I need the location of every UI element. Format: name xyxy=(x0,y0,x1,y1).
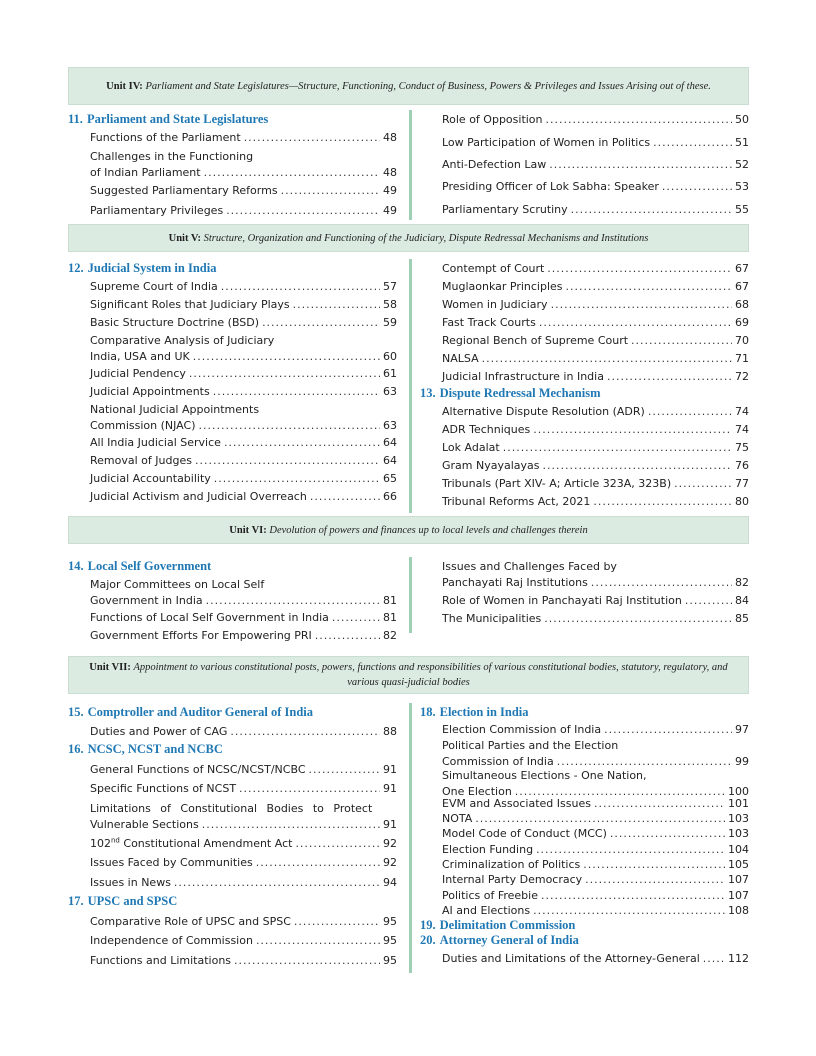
unit-vii-banner xyxy=(68,656,749,694)
chapter-heading[interactable]: 13. Dispute Redressal Mechanism xyxy=(420,386,601,400)
toc-entry[interactable]: Tribunal Reforms Act, 2021 ..... 80 xyxy=(442,494,749,510)
unit-iv-banner xyxy=(68,67,749,105)
toc-entry[interactable]: The Municipalities ..... 85 xyxy=(442,611,749,627)
toc-entry[interactable]: 102nd Constitutional Amendment Act ..... 92 xyxy=(90,836,397,852)
toc-entry[interactable]: Major Committees on Local Self Government in India ..... 81 xyxy=(90,577,397,608)
toc-entry[interactable]: Political Parties and the Election Commission of India ..... 99 xyxy=(442,738,749,769)
left-column xyxy=(68,110,397,222)
toc-entry[interactable]: Presiding Officer of Lok Sabha: Speaker ..... 53 xyxy=(442,179,749,195)
toc-entry[interactable]: Parliamentary Scrutiny ..... 55 xyxy=(442,202,749,218)
toc-entry[interactable]: General Functions of NCSC/NCST/NCBC ..... 91 xyxy=(90,762,397,778)
toc-entry[interactable]: Functions and Limitations ..... 95 xyxy=(90,953,397,969)
toc-entry[interactable]: Judicial Pendency ..... 61 xyxy=(90,366,397,382)
right-column xyxy=(409,557,749,633)
toc-entry[interactable]: Election Funding ..... 104 xyxy=(442,842,749,858)
toc-entry[interactable]: Judicial Infrastructure in India ..... 72 xyxy=(442,369,749,385)
toc-entry[interactable]: Regional Bench of Supreme Court ..... 70 xyxy=(442,333,749,349)
toc-entry[interactable]: Anti-Defection Law ..... 52 xyxy=(442,157,749,173)
toc-entry[interactable]: National Judicial Appointments Commission (NJAC) ..... 63 xyxy=(90,402,397,433)
unit-label: Unit VII: xyxy=(89,662,131,673)
toc-entry[interactable]: Government Efforts For Empowering PRI ..... 82 xyxy=(90,628,397,644)
unit-label: Unit IV: xyxy=(106,80,143,92)
chapter-heading[interactable]: 15. Comptroller and Auditor General of India xyxy=(68,705,313,719)
unit-description: Parliament and State Legislatures—Structure, Functioning, Conduct of Business, Powers & Privileges and Issues Arising out of these. xyxy=(145,80,711,92)
toc-entry[interactable]: Comparative Analysis of Judiciary India, USA and UK ..... 60 xyxy=(90,333,397,364)
toc-entry[interactable]: Duties and Power of CAG ..... 88 xyxy=(90,724,397,740)
toc-entry[interactable]: Significant Roles that Judiciary Plays ..... 58 xyxy=(90,297,397,313)
toc-entry[interactable]: Alternative Dispute Resolution (ADR) ..... 74 xyxy=(442,404,749,420)
right-column xyxy=(409,259,749,513)
toc-entry[interactable]: Election Commission of India ..... 97 xyxy=(442,722,749,738)
left-column xyxy=(68,557,397,647)
right-column xyxy=(409,703,749,973)
toc-entry[interactable]: Lok Adalat ..... 75 xyxy=(442,440,749,456)
unit-v-banner xyxy=(68,224,749,252)
unit-vi-contents xyxy=(68,557,749,647)
unit-vi-banner xyxy=(68,516,749,544)
toc-entry[interactable]: Specific Functions of NCST ..... 91 xyxy=(90,781,397,797)
toc-entry[interactable]: Suggested Parliamentary Reforms ..... 49 xyxy=(90,183,397,199)
chapter-heading[interactable]: 18. Election in India xyxy=(420,705,529,719)
toc-entry[interactable]: Gram Nyayalayas ..... 76 xyxy=(442,458,749,474)
toc-entry[interactable]: Duties and Limitations of the Attorney-General ..... 112 xyxy=(442,951,749,967)
toc-entry[interactable]: Fast Track Courts ..... 69 xyxy=(442,315,749,331)
toc-entry[interactable]: Role of Opposition ..... 50 xyxy=(442,112,749,128)
chapter-heading[interactable]: 19. Delimitation Commission xyxy=(420,918,576,932)
unit-description: Appointment to various constitutional posts, powers, functions and responsibilities of various constitutional bodies, statutory, regulatory, and various quasi-judicial bodies xyxy=(133,662,728,688)
toc-entry[interactable]: Functions of the Parliament ..... 48 xyxy=(90,130,397,146)
unit-vii-contents xyxy=(68,703,749,973)
unit-description: Devolution of powers and finances up to local levels and challenges therein xyxy=(269,524,588,536)
toc-entry[interactable]: Issues in News ..... 94 xyxy=(90,875,397,891)
toc-entry[interactable]: Comparative Role of UPSC and SPSC ..... 95 xyxy=(90,914,397,930)
toc-entry[interactable]: Supreme Court of India ..... 57 xyxy=(90,279,397,295)
toc-entry[interactable]: Criminalization of Politics ..... 105 xyxy=(442,857,749,873)
toc-entry[interactable]: EVM and Associated Issues ..... 101 xyxy=(442,796,749,812)
toc-entry[interactable]: Low Participation of Women in Politics ..... 51 xyxy=(442,135,749,151)
right-column xyxy=(409,110,749,220)
toc-entry[interactable]: All India Judicial Service ..... 64 xyxy=(90,435,397,451)
toc-entry[interactable]: Judicial Appointments ..... 63 xyxy=(90,384,397,400)
chapter-heading[interactable]: 16. NCSC, NCST and NCBC xyxy=(68,742,223,756)
toc-entry[interactable]: Simultaneous Elections - One Nation, One Election ..... 100 xyxy=(442,768,749,799)
toc-entry[interactable]: Internal Party Democracy ..... 107 xyxy=(442,872,749,888)
chapter-heading[interactable]: 11. Parliament and State Legislatures xyxy=(68,112,269,126)
chapter-heading[interactable]: 12. Judicial System in India xyxy=(68,261,217,275)
unit-label: Unit V: xyxy=(168,232,201,244)
toc-entry[interactable]: Women in Judiciary ..... 68 xyxy=(442,297,749,313)
toc-entry[interactable]: AI and Elections ..... 108 xyxy=(442,903,749,919)
toc-entry[interactable]: Challenges in the Functioning of Indian Parliament ..... 48 xyxy=(90,149,397,180)
toc-entry[interactable]: NALSA ..... 71 xyxy=(442,351,749,367)
toc-entry[interactable]: Politics of Freebie ..... 107 xyxy=(442,888,749,904)
toc-entry[interactable]: Removal of Judges ..... 64 xyxy=(90,453,397,469)
unit-description: Structure, Organization and Functioning of the Judiciary, Dispute Redressal Mechanisms and Institutions xyxy=(203,232,649,244)
toc-entry[interactable]: Functions of Local Self Government in India ..... 81 xyxy=(90,610,397,626)
chapter-heading[interactable]: 17. UPSC and SPSC xyxy=(68,894,178,908)
toc-entry[interactable]: ADR Techniques ..... 74 xyxy=(442,422,749,438)
toc-entry[interactable]: NOTA ..... 103 xyxy=(442,811,749,827)
toc-entry[interactable]: Parliamentary Privileges ..... 49 xyxy=(90,203,397,219)
unit-label: Unit VI: xyxy=(229,524,267,536)
toc-entry[interactable]: Role of Women in Panchayati Raj Institution ..... 84 xyxy=(442,593,749,609)
toc-entry[interactable]: Tribunals (Part XIV- A; Article 323A, 323B) ..... 77 xyxy=(442,476,749,492)
left-column xyxy=(68,703,397,973)
toc-entry[interactable]: Issues Faced by Communities ..... 92 xyxy=(90,855,397,871)
chapter-heading[interactable]: 14. Local Self Government xyxy=(68,559,212,573)
toc-entry[interactable]: Contempt of Court ..... 67 xyxy=(442,261,749,277)
unit-v-contents xyxy=(68,259,749,513)
left-column xyxy=(68,259,397,513)
toc-entry[interactable]: Judicial Activism and Judicial Overreach ..... 66 xyxy=(90,489,397,505)
toc-entry[interactable]: Independence of Commission ..... 95 xyxy=(90,933,397,949)
toc-entry[interactable]: Judicial Accountability ..... 65 xyxy=(90,471,397,487)
toc-entry[interactable]: Model Code of Conduct (MCC) ..... 103 xyxy=(442,826,749,842)
toc-entry[interactable]: Basic Structure Doctrine (BSD) ..... 59 xyxy=(90,315,397,331)
unit-iv-contents xyxy=(68,110,749,222)
toc-entry[interactable]: Limitations of Constitutional Bodies to Protect Vulnerable Sections ..... 91 xyxy=(90,801,397,832)
chapter-heading[interactable]: 20. Attorney General of India xyxy=(420,933,579,947)
toc-entry[interactable]: Muglaonkar Principles ..... 67 xyxy=(442,279,749,295)
toc-entry[interactable]: Issues and Challenges Faced by Panchayati Raj Institutions ..... 82 xyxy=(442,559,749,590)
